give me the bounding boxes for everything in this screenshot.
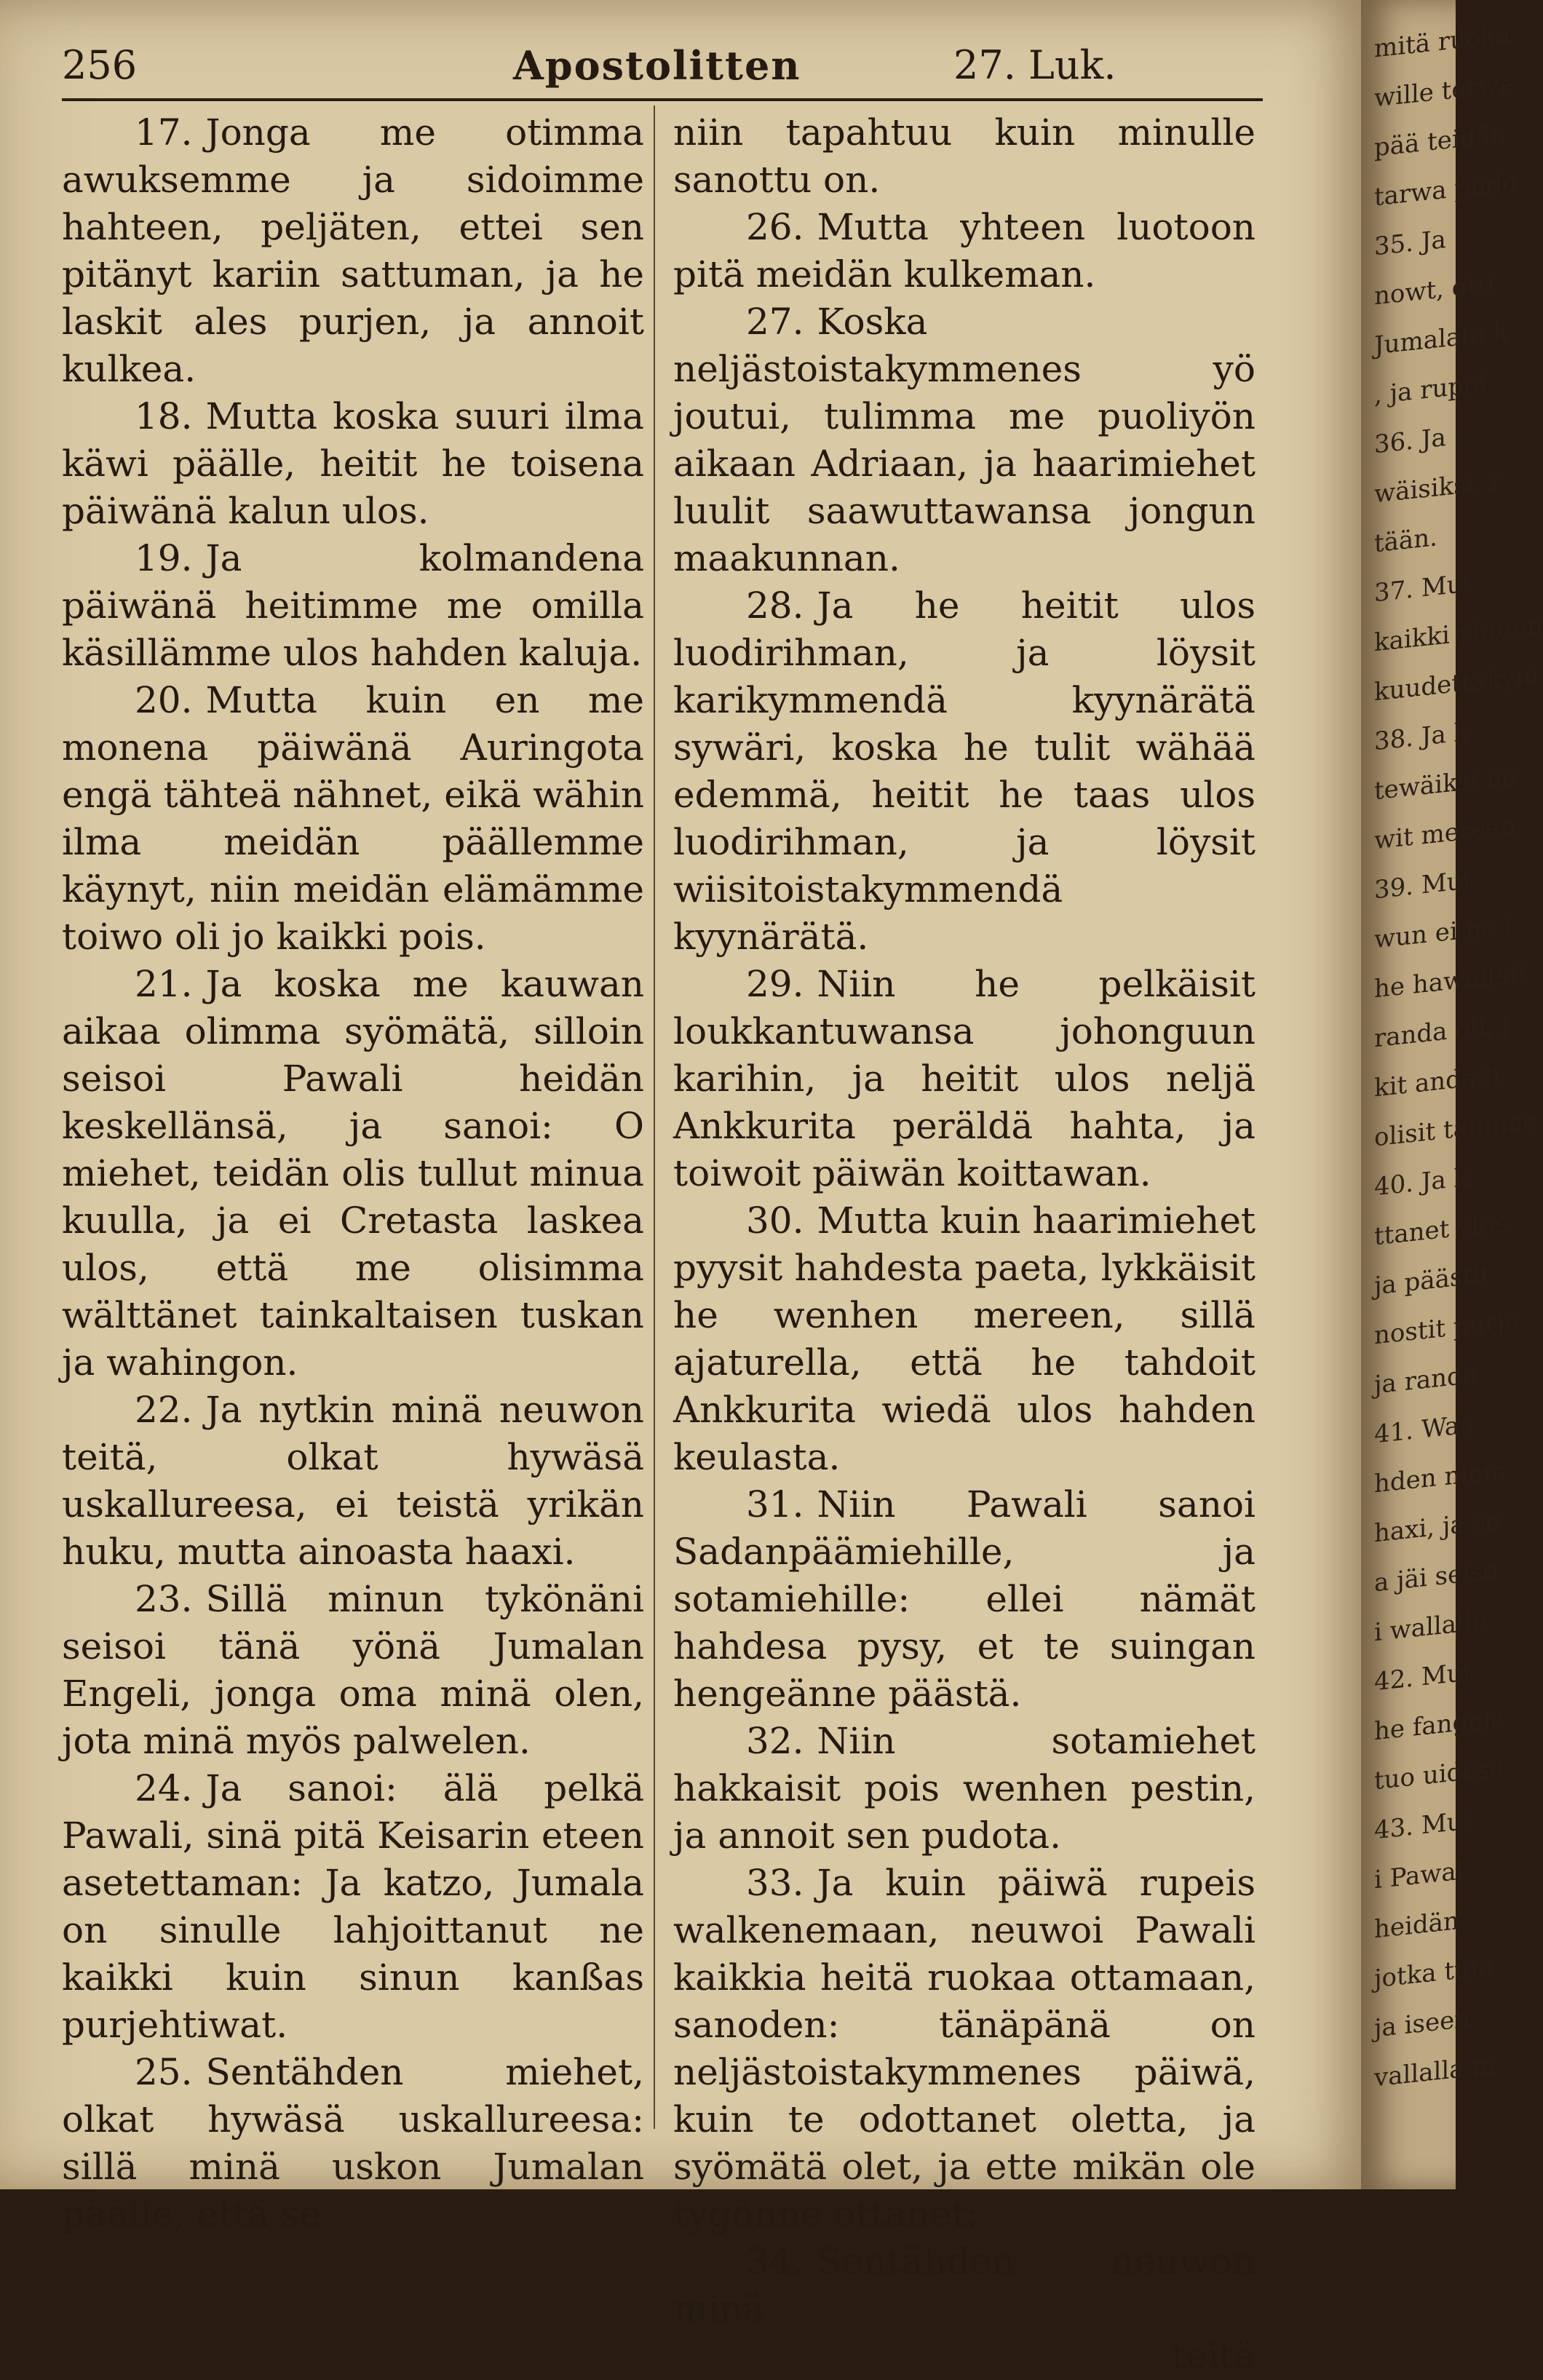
verse-number: 29. xyxy=(746,963,804,1005)
next-page-fragment: ja päästit xyxy=(1374,1259,1491,1301)
next-page-fragment: 35. Ja xyxy=(1374,224,1446,262)
verse-number: 23. xyxy=(135,1578,193,1620)
verse-number: 28. xyxy=(746,584,804,627)
verse xyxy=(673,961,1256,1197)
verse xyxy=(673,582,1256,961)
next-page-fragment: mitä ruoka xyxy=(1374,20,1511,64)
verse xyxy=(673,1860,1256,2238)
verse-text: Niin Pawali sanoi Sadanpäämiehille, ja sotamiehille: ellei nämät hahdesa pysy, et te suingan hengeänne päästä. xyxy=(673,1483,1256,1715)
verse-text: Ja kolmandena päiwänä heitimme me omilla käsillämme ulos hahden kaluja. xyxy=(62,537,644,674)
next-page-fragment: Jumalata k xyxy=(1374,317,1509,361)
next-page-fragment: kit anda h xyxy=(1374,1060,1500,1103)
next-page-fragment: he hawaitsit xyxy=(1374,959,1528,1004)
verse-text: Mutta koska suuri ilma käwi päälle, heitit he toisena päiwänä kalun ulos. xyxy=(62,395,644,532)
verse-text: Ja koska me kauwan aikaa olimma syömätä, silloin seisoi Pawali heidän keskellänsä, ja sanoi: O miehet, teidän olis tullut minua kuulla, ja ei Cretasta laskea ulos, että me olisimma wälttänet tainkaltaisen tuskan ja wahingon. xyxy=(62,963,644,1384)
verse-number: 19. xyxy=(135,537,193,579)
next-page-fragment: vallalla m xyxy=(1374,2050,1496,2093)
verse-number: 22. xyxy=(135,1389,193,1431)
verse-text: Sentähden miehet, olkat hywäsä uskallureesa: sillä minä uskon Jumalan päälle, että se xyxy=(62,2051,644,2235)
next-page-fragment: 40. Ja k xyxy=(1374,1162,1469,1202)
verse xyxy=(62,1387,644,1576)
verse-text: Jonga me otimma awuksemme ja sidoimme hahteen, peljäten, ettei sen pitänyt kariin sattuman, ja he laskit ales purjen, ja annoit kulkea. xyxy=(62,111,644,390)
verse-text: Koska neljästoistakymmenes yö joutui, tulimma me puoliyön aikaan Adriaan, ja haarimiehet luulit saawuttawansa jongun maakunnan. xyxy=(673,301,1256,579)
verse-text: Niin sotamiehet hakkaisit pois wenhen pestin, ja annoit sen pudota. xyxy=(673,1720,1256,1857)
next-page-fragment: tarwa pudo xyxy=(1374,167,1518,213)
next-page-fragment: nostit purje xyxy=(1374,1306,1520,1351)
verse xyxy=(673,1481,1256,1718)
next-page-fragment: nowt, otti xyxy=(1374,269,1495,312)
verse xyxy=(673,1718,1256,1860)
next-page-fragment: kuudettakym xyxy=(1374,660,1539,707)
verse-text: Ja he heitit ulos luodirihman, ja löysit karikymmendä kyynärätä sywäri, koska he tulit wähää edemmä, heitit he taas ulos luodirihman, ja löysit wiisitoistakymmendä kyynärätä. xyxy=(673,584,1256,958)
next-page-fragment: kaikki yhteen xyxy=(1374,611,1543,658)
verse xyxy=(62,961,644,1387)
verse xyxy=(62,2049,644,2238)
verse xyxy=(673,204,1256,298)
verse-number: 21. xyxy=(135,963,193,1005)
verse-number: 27. xyxy=(746,301,804,343)
next-page-fragment: wun ei he t xyxy=(1374,911,1514,955)
next-page-fragment: haxi, ja se xyxy=(1374,1506,1501,1549)
verse-text: Sillä minun tykönäni seisoi tänä yönä Jumalan Engeli, jonga oma minä olen, jota minä myös palwelen. xyxy=(62,1578,644,1762)
verse-text: Ja sanoi: älä pelkä Pawali, sinä pitä Keisarin eteen asetettaman: Ja katzo, Jumala on sinulle lahjoittanut ne kaikki kuin sinun kanßas purjehtiwat. xyxy=(62,1767,644,2046)
next-page-fragment: 38. Ja k xyxy=(1374,717,1469,757)
verse-number: 31. xyxy=(746,1483,804,1526)
next-page-fragment: 39. Mut xyxy=(1374,865,1473,905)
next-page-fragment: , ja rupei xyxy=(1374,369,1487,410)
verse-number: 24. xyxy=(135,1767,193,1809)
verse-text: Mutta yhteen luotoon pitä meidän kulkeman. xyxy=(673,206,1256,295)
next-page-fragment: ja iseen xyxy=(1374,2004,1471,2044)
verse-text: Mutta kuin en me monena päiwänä Auringota engä tähteä nähnet, eikä wähin ilma meidän päällemme käynyt, niin meidän elämämme toiwo oli jo kaikki pois. xyxy=(62,679,644,958)
verse-text: Niin he pelkäisit loukkantuwansa johonguun karihin, ja heitit ulos neljä Ankkurita peräldä hahta, ja toiwoit päiwän koittawan. xyxy=(673,963,1256,1194)
verse-text: Ja nytkin minä neuwon teitä, olkat hywäsä uskallureesa, ei teistä yrikän huku, mutta ainoasta haaxi. xyxy=(62,1389,644,1573)
verse-number: 34. xyxy=(746,2240,804,2282)
next-page-fragment: heidän xyxy=(1374,1906,1459,1945)
verse-number: 26. xyxy=(746,206,804,248)
page-header xyxy=(62,36,1270,95)
page-number: 256 xyxy=(62,42,138,88)
next-page-fragment: 42. Mut xyxy=(1374,1657,1473,1697)
verse xyxy=(62,535,644,677)
next-page-fragment: wit mereen. xyxy=(1374,810,1525,856)
verse-number: 17. xyxy=(135,111,193,154)
next-page-fragment: jotka tuin xyxy=(1374,1952,1494,1994)
verse-number: 30. xyxy=(746,1199,804,1242)
next-page-fragment: 41. Waa xyxy=(1374,1409,1475,1450)
catchword: teitä xyxy=(1171,2335,1256,2377)
verse xyxy=(62,677,644,961)
next-page-fragment: 37. Mut xyxy=(1374,568,1473,608)
next-page-fragment: ttanet ylös xyxy=(1374,1208,1507,1252)
adjacent-page-edge xyxy=(1361,0,1543,2189)
verse-text: Mutta kuin haarimiehet pyysit hahdesta paeta, lykkäisit he wenhen mereen, sillä ajaturella, että he tahdoit Ankkurita wiedä ulos hahden keulasta. xyxy=(673,1199,1256,1478)
next-page-fragment: a jäi seiso xyxy=(1374,1555,1498,1598)
next-page-fragment: tuo uidesa xyxy=(1374,1753,1505,1796)
next-page-fragment: randa oli, j xyxy=(1374,1009,1510,1054)
verse xyxy=(62,393,644,535)
verse xyxy=(62,109,644,393)
next-page-fragment: i wallalle xyxy=(1374,1606,1487,1648)
next-page-fragment: 43. Mut xyxy=(1374,1806,1473,1846)
verse-number: 33. xyxy=(746,1862,804,1904)
next-page-fragment: hden niem xyxy=(1374,1456,1507,1499)
verse xyxy=(673,298,1256,582)
left-column xyxy=(62,109,644,2235)
running-title: Apostolitten xyxy=(513,42,801,89)
verse xyxy=(62,1576,644,1765)
verse xyxy=(62,1765,644,2049)
verse-continuation: niin tapahtuu kuin minulle sanottu on. xyxy=(673,111,1256,201)
verse-number: 20. xyxy=(135,679,193,721)
next-page-fragment: pää teidän xyxy=(1374,119,1507,163)
verse-number: 32. xyxy=(746,1720,804,1762)
verse-text: Ja kuin päiwä rupeis walkenemaan, neuwoi Pawali kaikkia heitä ruokaa ottamaan, sanoden: tänäpänä on neljästoistakymmenes päiwä, kuin te odottanet oletta, ja syömätä olet, ja ette mikän ole tygönne ottanet: xyxy=(673,1862,1256,2235)
next-page-fragment: ja randa xyxy=(1374,1360,1478,1400)
chapter-label: 27. Luk. xyxy=(953,42,1116,88)
next-page-fragment: wille terwe xyxy=(1374,69,1514,114)
next-page-fragment: 36. Ja xyxy=(1374,422,1446,460)
verse xyxy=(673,1197,1256,1481)
next-page-fragment: tään. xyxy=(1374,523,1437,559)
right-column xyxy=(673,109,1256,2377)
verse-number: 18. xyxy=(135,395,193,437)
next-page-fragment: i Pawal xyxy=(1374,1856,1464,1895)
next-page-fragment: tewäiksi he xyxy=(1374,761,1517,806)
next-page-fragment: olisit tainnee xyxy=(1374,1106,1537,1153)
header-rule xyxy=(62,98,1263,101)
verse-text: Sentähden neuwon minä xyxy=(673,2240,1256,2330)
column-divider xyxy=(654,106,655,2129)
next-page-fragment: wäisiksi, r xyxy=(1374,466,1502,509)
verse xyxy=(673,2238,1256,2333)
verse-number: 25. xyxy=(135,2051,193,2093)
next-page-fragment: he fangeja xyxy=(1374,1703,1506,1747)
